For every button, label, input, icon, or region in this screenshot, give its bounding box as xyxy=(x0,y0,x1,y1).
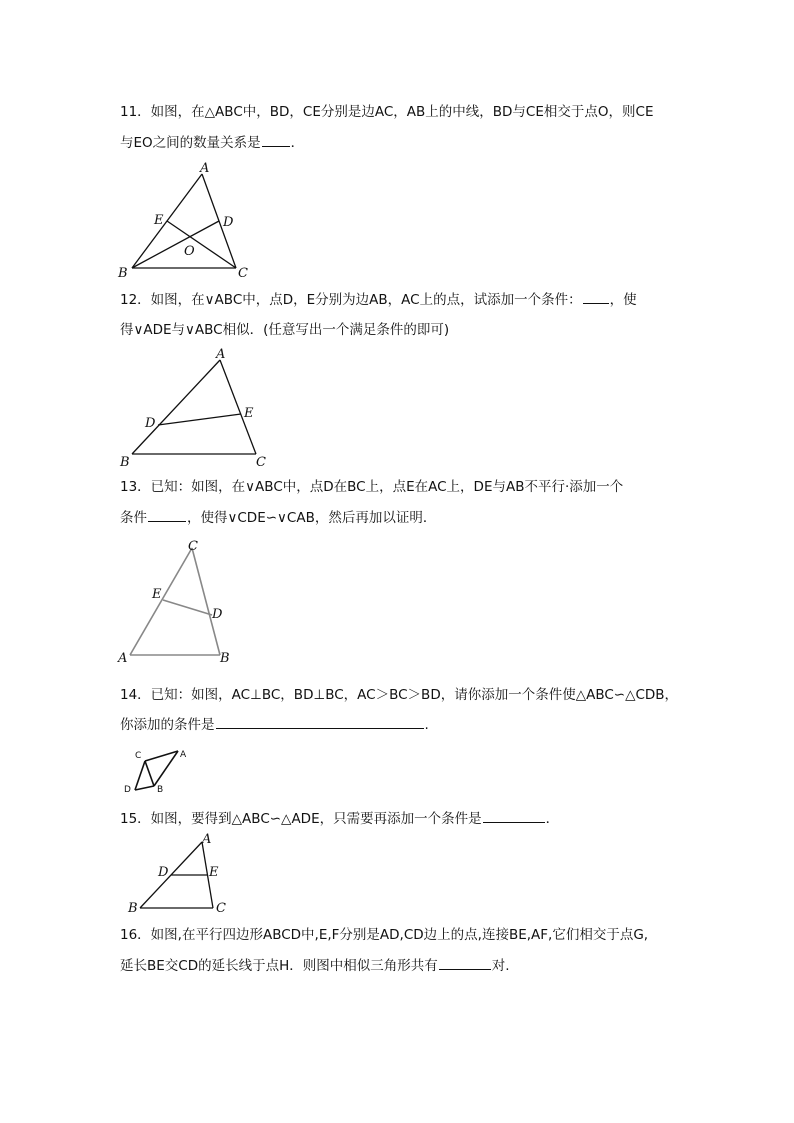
problem-12-text-b: ，使 xyxy=(609,292,637,308)
figure-13 xyxy=(110,536,250,668)
problem-14-text-b: . xyxy=(424,717,429,733)
answer-blank-13[interactable] xyxy=(148,509,186,522)
problem-15-text-a: 15．如图，要得到△ABC∽△ADE，只需要再添加一个条件是 xyxy=(120,811,482,827)
label-11-o: O xyxy=(184,244,195,259)
problem-16-line-1: 16．如图,在平行四边形ABCD中,E,F分别是AD,CD边上的点,连接BE,AF,它们相交于点G, xyxy=(120,927,649,943)
figure-14 xyxy=(118,742,198,798)
problem-14-line-1: 14．已知：如图，AC⊥BC，BD⊥BC，AC＞BC＞BD，请你添加一个条件使△ABC∽△CDB， xyxy=(120,687,679,703)
label-13-b: B xyxy=(220,651,230,666)
problem-11-text-b: ． xyxy=(290,135,305,151)
problem-13-text-a: 条件 xyxy=(120,510,147,526)
problem-12-line-2: 得∨ADE与∨ABC相似．(任意写出一个满足条件的即可) xyxy=(120,322,450,338)
label-12-d: D xyxy=(145,416,156,431)
problem-12-text-a: 12．如图，在∨ABC中，点D，E分别为边AB，AC上的点，试添加一个条件： xyxy=(120,292,582,308)
problem-11-line-2 xyxy=(120,134,304,152)
label-14-c: C xyxy=(135,751,142,761)
problem-15-text-b: ． xyxy=(545,811,560,827)
problem-16-line-2 xyxy=(120,957,510,975)
label-12-a: A xyxy=(216,347,226,362)
label-11-e: E xyxy=(154,213,164,228)
label-12-c: C xyxy=(256,455,266,470)
problem-13-line-1: 13．已知：如图，在∨ABC中，点D在BC上，点E在AC上，DE与AB不平行·添加一个 xyxy=(120,479,624,495)
label-12-b: B xyxy=(120,455,130,470)
problem-14-line-2 xyxy=(120,716,429,734)
figure-15 xyxy=(118,828,238,918)
problem-11-line-1: 11．如图，在△ABC中，BD，CE分别是边AC，AB上的中线，BD与CE相交于点O，则CE xyxy=(120,104,654,120)
answer-blank-15[interactable] xyxy=(483,810,545,823)
label-15-a: A xyxy=(202,832,212,847)
label-13-e: E xyxy=(152,587,162,602)
problem-15-line-1 xyxy=(120,810,559,828)
label-15-b: B xyxy=(128,901,138,916)
label-13-a: A xyxy=(118,651,128,666)
label-14-a: A xyxy=(180,750,187,760)
label-14-d: D xyxy=(124,785,131,795)
answer-blank-14[interactable] xyxy=(216,716,424,729)
problem-12-line-1 xyxy=(120,291,637,309)
label-15-d: D xyxy=(158,865,169,880)
answer-blank-11[interactable] xyxy=(262,134,290,147)
problem-13-text-b: ，使得∨CDE∽∨CAB，然后再加以证明． xyxy=(187,510,437,526)
problem-14-text-a: 你添加的条件是 xyxy=(120,717,215,733)
label-13-d: D xyxy=(212,607,223,622)
figure-12 xyxy=(110,342,280,472)
label-15-c: C xyxy=(216,901,226,916)
answer-blank-16[interactable] xyxy=(439,957,491,970)
label-12-e: E xyxy=(244,406,254,421)
label-15-e: E xyxy=(209,865,219,880)
label-11-b: B xyxy=(118,266,128,281)
problem-11-text-a: 与EO之间的数量关系是 xyxy=(120,135,261,151)
problem-16-text-a: 延长BE交CD的延长线于点H．则图中相似三角形共有 xyxy=(120,958,438,974)
problem-16-text-b: 对. xyxy=(491,958,510,974)
label-11-c: C xyxy=(238,266,248,281)
label-14-b: B xyxy=(157,785,164,795)
label-13-c: C xyxy=(188,539,198,554)
label-11-a: A xyxy=(200,161,210,176)
figure-11 xyxy=(110,158,270,283)
answer-blank-12[interactable] xyxy=(583,291,609,304)
problem-13-line-2 xyxy=(120,509,436,527)
label-11-d: D xyxy=(223,215,234,230)
